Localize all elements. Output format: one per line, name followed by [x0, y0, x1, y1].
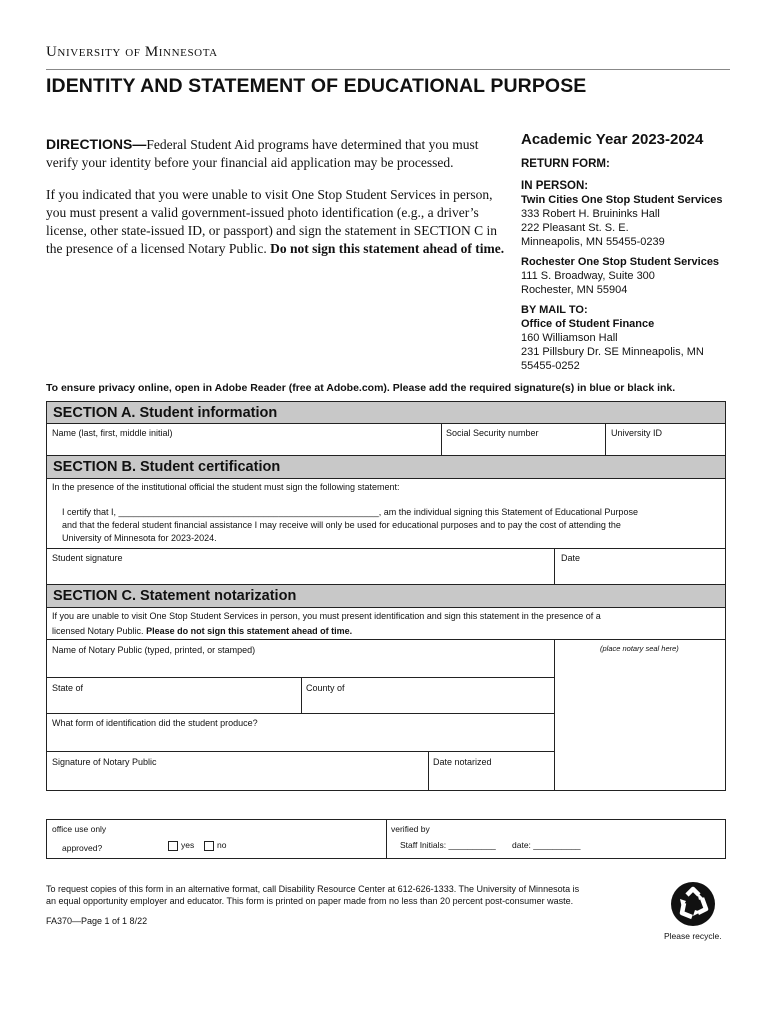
return-info [521, 133, 736, 373]
university-id-field[interactable]: University ID [611, 428, 663, 438]
state-field[interactable]: State of [52, 683, 84, 693]
tc-address-3: Minneapolis, MN 55455-0239 [521, 236, 665, 248]
office-use-label: office use only [52, 824, 107, 834]
mail-address-1: 160 Williamson Hall [521, 332, 618, 344]
footer [46, 883, 646, 927]
verified-date-field[interactable]: date: __________ [512, 840, 581, 850]
roch-office-name: Rochester One Stop Student Services [521, 256, 720, 268]
county-field[interactable]: County of [306, 683, 345, 693]
page-title: IDENTITY AND STATEMENT OF EDUCATIONAL PURPOSE [46, 75, 587, 97]
section-a-heading: SECTION A. Student information [47, 402, 725, 424]
mail-office-name: Office of Student Finance [521, 318, 655, 330]
approved-label: approved? [62, 843, 103, 853]
certification-line-3: University of Minnesota for 2023-2024. [62, 533, 217, 543]
identification-field[interactable]: What form of identification did the student produce? [52, 718, 258, 728]
notary-signature-field[interactable]: Signature of Notary Public [52, 757, 157, 767]
approved-no-option[interactable]: no [204, 840, 226, 851]
section-b-intro: In the presence of the institutional official the student must sign the following statement: [52, 482, 400, 492]
recycle-label: Please recycle. [664, 931, 722, 941]
student-date-field[interactable]: Date [561, 553, 581, 563]
ssn-field[interactable]: Social Security number [446, 428, 539, 438]
university-name: University of Minnesota [46, 44, 218, 60]
section-c-intro-2: licensed Notary Public. Please do not sign this statement ahead of time. [52, 626, 353, 636]
recycle-icon [670, 881, 716, 927]
directions-para-1: DIRECTIONS—Federal Student Aid programs have determined that you must verify your identity before your financial aid application may be processed. [46, 136, 479, 170]
header-divider [46, 69, 730, 70]
section-c-intro-1: If you are unable to visit One Stop Student Services in person, you must present identification and sign this statement in the presence of a [52, 611, 601, 621]
notary-name-field[interactable]: Name of Notary Public (typed, printed, or stamped) [52, 645, 256, 655]
section-b-heading: SECTION B. Student certification [47, 456, 725, 478]
privacy-notice: To ensure privacy online, open in Adobe Reader (free at Adobe.com). Please add the required signature(s) in blue or black ink. [46, 382, 676, 394]
section-c-heading: SECTION C. Statement notarization [47, 585, 725, 607]
mail-address-2: 231 Pillsbury Dr. SE Minneapolis, MN 55455-0252 [521, 346, 704, 372]
student-signature-field[interactable]: Student signature [52, 553, 123, 563]
footer-line-1: To request copies of this form in an alternative format, call Disability Resource Center at 612-626-1333. The University of Minnesota is [46, 884, 580, 894]
tc-address-1: 333 Robert H. Bruininks Hall [521, 208, 660, 220]
certification-line-2: and that the federal student financial assistance I may receive will only be used for educational purposes and to pay the cost of attending the [62, 520, 621, 530]
roch-address-2: Rochester, MN 55904 [521, 284, 628, 296]
directions [46, 135, 506, 272]
notary-seal-area: (place notary seal here) [600, 644, 679, 653]
verified-by-label: verified by [391, 824, 430, 834]
directions-heading: DIRECTIONS— [46, 136, 147, 152]
tc-address-2: 222 Pleasant St. S. E. [521, 222, 629, 234]
academic-year: Academic Year 2023-2024 [521, 131, 704, 148]
footer-line-2: an equal opportunity employer and educator. This form is printed on paper made from no less than 20 percent post-consumer waste. [46, 896, 574, 906]
yes-checkbox[interactable] [168, 841, 178, 851]
return-form-heading: RETURN FORM: [521, 158, 610, 170]
no-checkbox[interactable] [204, 841, 214, 851]
form-id: FA370—Page 1 of 1 8/22 [46, 916, 148, 926]
staff-initials-field[interactable]: Staff Initials: __________ [400, 840, 496, 850]
date-notarized-field[interactable]: Date notarized [433, 757, 492, 767]
by-mail-heading: BY MAIL TO: [521, 304, 588, 316]
in-person-heading: IN PERSON: [521, 180, 589, 192]
approved-yes-option[interactable]: yes [168, 840, 194, 851]
directions-para-2: If you indicated that you were unable to visit One Stop Student Services in person, you must present a valid government-issued photo identification (e.g., a driver’s license, other state-issued ID, or passport) and sign the statement in SECTION C in the presence of a licensed Notary Public. Do not sign this statement ahead of time. [46, 187, 505, 256]
tc-office-name: Twin Cities One Stop Student Services [521, 194, 723, 206]
roch-address-1: 111 S. Broadway, Suite 300 [521, 270, 655, 282]
certification-line-1: I certify that I, ____________________________________________________, am the individual signing this Statement of Educational Purpose [62, 507, 638, 517]
name-field[interactable]: Name (last, first, middle initial) [52, 428, 173, 438]
